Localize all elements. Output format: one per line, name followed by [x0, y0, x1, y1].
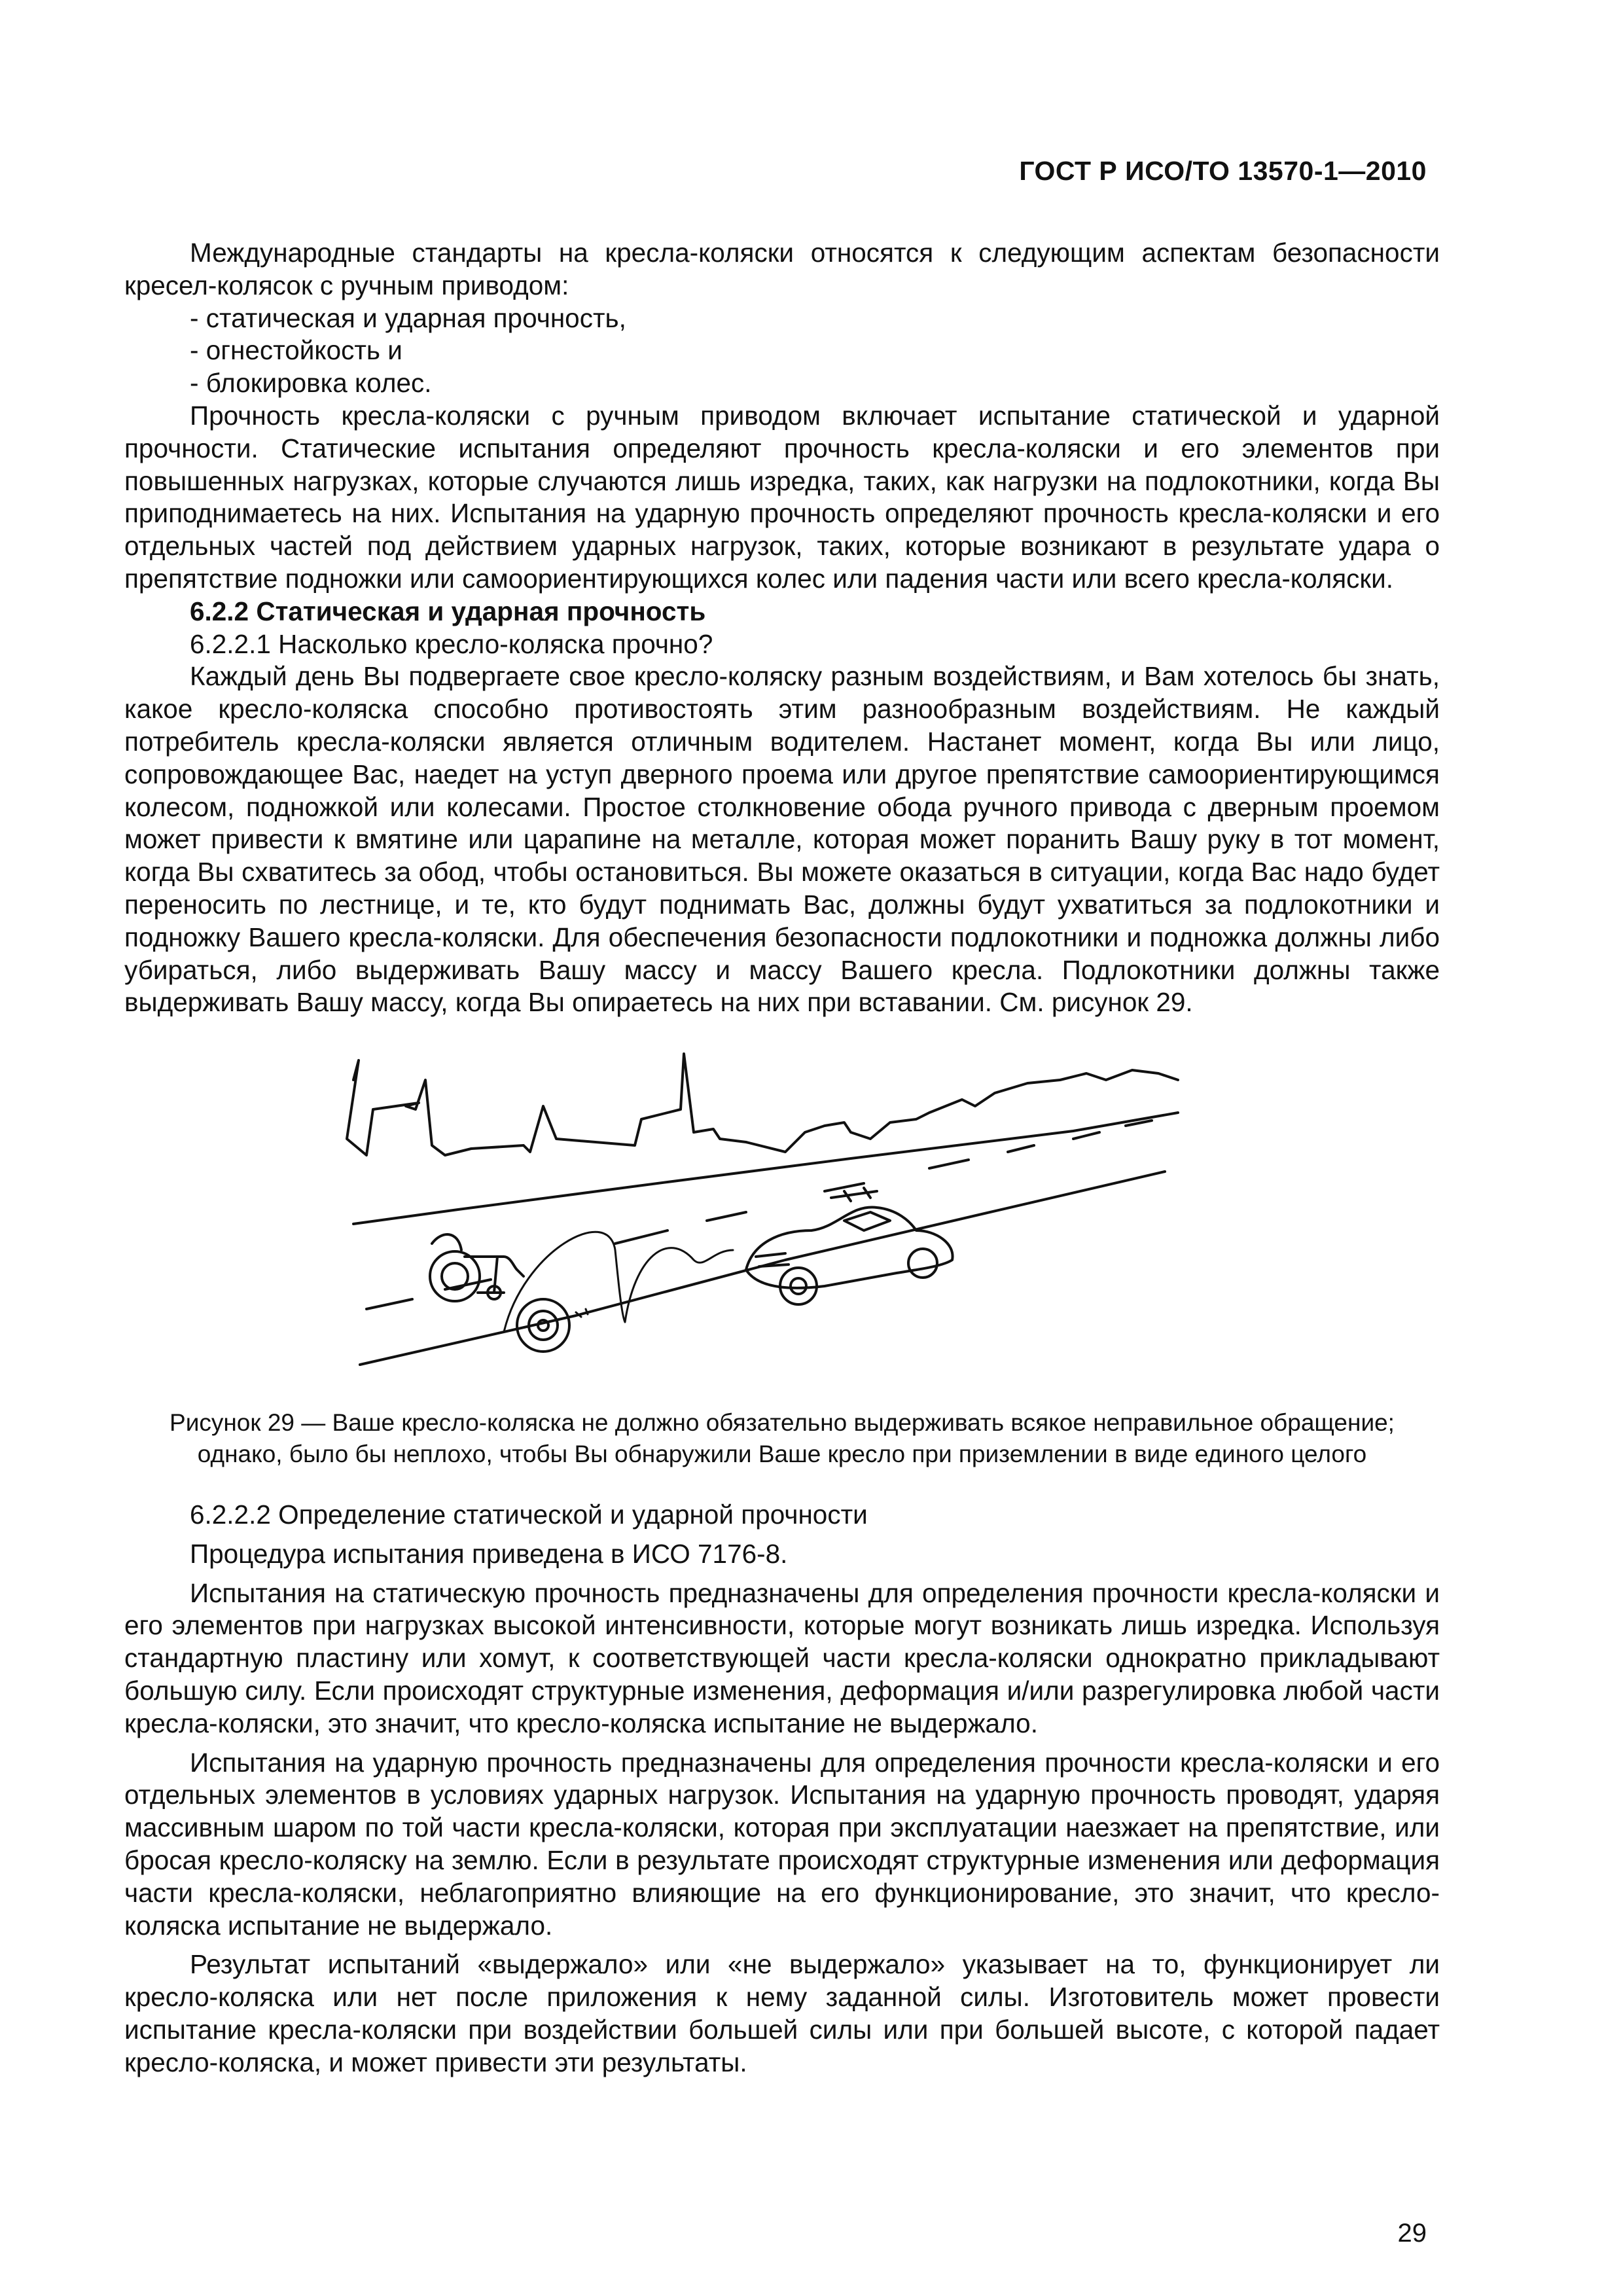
skyline-outline	[347, 1054, 1178, 1155]
body-text-upper	[124, 237, 1440, 1019]
list-item: - блокировка колес.	[190, 367, 1440, 400]
impact-test-paragraph: Испытания на ударную прочность предназначены для определения прочности кресла-коляски и его отдельных элементов в условиях ударных нагрузок. Испытания на ударную прочность проводят, ударяя массивным шаром по той части кресла-коляски, которая при эксплуатации наезжает на препятствие, или бросая кресло-коляску на землю. Если в результате происходят структурные изменения или деформация части кресла-коляски, неблагоприятно влияющие на его функционирование, это значит, что кресло-коляска испытание не выдержало.	[124, 1747, 1440, 1941]
body-text-lower	[124, 1499, 1440, 2079]
subsection-paragraph: Каждый день Вы подвергаете свое кресло-коляску разным воздействиям, и Вам хотелось бы знать, какое кресло-коляска способно противостоять этим разнообразным воздействиям. Не каждый потребитель кресла-коляски является отличным водителем. Настанет момент, когда Вы или лицо, сопровождающее Вас, наедет на уступ дверного проема или другое препятствие самоориентирующимся колесом, подножкой или колесами. Простое столкновение обода ручного привода с дверным проемом может привести к вмятине или царапине на металле, которая может поранить Вашу руку в тот момент, когда Вы схватитесь за обод, чтобы остановиться. Вы можете оказаться в ситуации, когда Вас надо будет переносить по лестнице, и те, кто будут поднимать Вас, должны будут ухватиться за подлокотники и подножку Вашего кресла-коляски. Для обеспечения безопасности подлокотники и подножка должны либо убираться, либо выдерживать Вашу массу и массу Вашего кресла. Подлокотники должны также выдерживать Вашу массу, когда Вы опираетесь на них при вставании. См. рисунок 29.	[124, 661, 1440, 1018]
figure-29-illustration	[327, 1034, 1243, 1401]
intro-paragraph: Международные стандарты на кресла-коляски относятся к следующим аспектам безопасности кресел-колясок с ручным приводом:	[124, 238, 1440, 300]
road-edge-upper	[353, 1113, 1178, 1224]
static-test-paragraph: Испытания на статическую прочность предназначены для определения прочности кресла-коляски и его элементов при нагрузках высокой интенсивности, которые могут возникать лишь изредка. Используя стандартную пластину или хомут, к соответствующей части кресла-коляски однократно прикладывают большую силу. Если происходят структурные изменения, деформация и/или разрегулировка любой части кресла-коляски, это значит, что кресло-коляска испытание не выдержало.	[124, 1577, 1440, 1738]
procedure-reference: Процедура испытания приведена в ИСО 7176-8.	[190, 1538, 788, 1569]
page-number: 29	[1397, 2219, 1427, 2248]
result-paragraph: Результат испытаний «выдержало» или «не выдержало» указывает на то, функционирует ли кресло-коляска или нет после приложения к нему заданной силы. Изготовитель может провести испытание кресла-коляски при воздействии большей силы или при большей высоте, с которой падает кресло-коляска, и может привести эти результаты.	[124, 1949, 1440, 2077]
section-heading: 6.2.2 Статическая и ударная прочность	[190, 596, 706, 626]
document-header: ГОСТ Р ИСО/ТО 13570-1—2010	[1019, 156, 1427, 186]
caption-line: однако, было бы неплохо, чтобы Вы обнаружили Ваше кресло при приземлении в виде единого целого	[197, 1441, 1367, 1467]
caption-line: Рисунок 29 — Ваше кресло-коляска не должно обязательно выдерживать всякое неправильное обращение;	[169, 1409, 1395, 1436]
subsection-title: 6.2.2.2 Определение статической и ударной прочности	[190, 1499, 868, 1530]
loose-wheel-drawing	[517, 1299, 588, 1352]
road-edge-lower	[360, 1172, 1165, 1365]
aspects-list	[124, 302, 1440, 400]
wheelchair-drawing	[430, 1234, 524, 1301]
subsection-title: 6.2.2.1 Насколько кресло-коляска прочно?	[190, 628, 713, 659]
list-item: - огнестойкость и	[190, 334, 1440, 367]
list-item: - статическая и ударная прочность,	[190, 302, 1440, 335]
strength-paragraph: Прочность кресла-коляски с ручным приводом включает испытание статической и ударной прочности. Статические испытания определяют прочность кресла-коляски и его элементов при повышенных нагрузках, которые случаются лишь изредка, таких, как нагрузки на подлокотники, когда Вы приподнимаетесь на них. Испытания на ударную прочность определяют прочность кресла-коляски и его отдельных частей под действием ударных нагрузок, таких, которые возникают в результате удара о препятствие подножки или самоориентирующихся колес или падения части или всего кресла-коляски.	[124, 400, 1440, 594]
figure-caption	[124, 1407, 1440, 1470]
